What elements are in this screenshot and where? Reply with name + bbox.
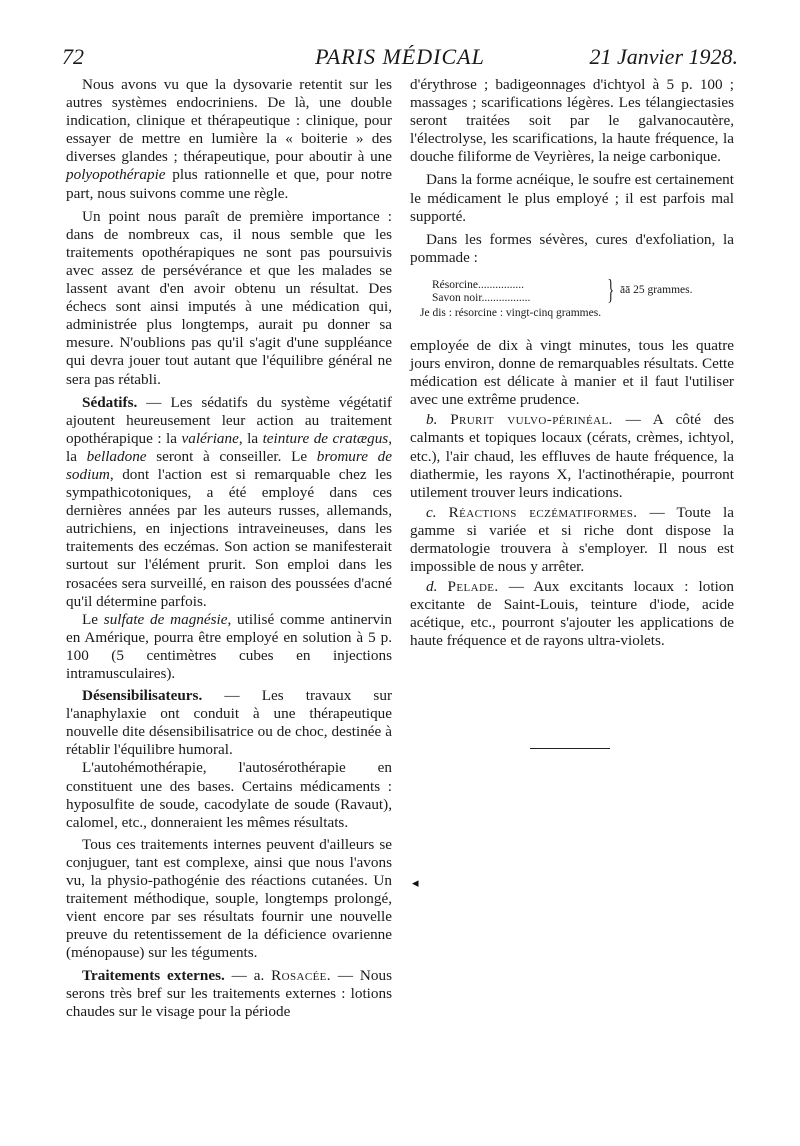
brace-glyph: } (607, 274, 615, 306)
section-end-rule (530, 748, 610, 749)
text-run: — Nous serons très bref sur les traitements externes : lotions chaudes sur le visage pour la période (66, 966, 392, 1020)
right-column (410, 76, 734, 651)
paragraph-prurit (410, 411, 734, 501)
paragraph-traitements-internes: Tous ces traitements internes peuvent d'ailleurs se conjuguer, tant est complexe, ainsi que nous l'avons vu, la physio-pathogénie des réactions cutanées. Un traitement méthodique, souple, longtemps prolongé, vient encore par ses résultats fournir une nouvelle preuve du retentissement de la déficience ovarienne (ménopause) sur les téguments. (66, 835, 392, 962)
italic-term: sulfate de magnésie (103, 610, 228, 628)
subsection-label: Réactions eczématiformes. (448, 503, 638, 521)
journal-title: PARIS MÉDICAL (315, 44, 485, 69)
paragraph-desensibilisateurs (66, 687, 392, 759)
text-run: — A côté des calmants et topiques locaux (cérats, crèmes, ichtyol, etc.), l'air chaud, les effluves de haute fréquence, la diathermie, les rayons X, l'actinothérapie, pourront utilement trouver leurs indications. (410, 411, 735, 501)
paragraph-formes-severes: Dans les formes sévères, cures d'exfoliation, la pommade : (410, 230, 734, 266)
text-run: , la (66, 429, 393, 465)
prescription-formula (420, 274, 734, 323)
paragraph-persistence: Un point nous paraît de première importance : dans de nombreux cas, il nous semble que les traitements opothérapiques ne sont pas poursuivis avec assez de persévérance et que les malades se lassent avant d'en avoir obtenu un résultat. Des échecs sont ainsi imputés à une médication qui, administrée plus longtemps, aurait pu donner sa mesure. N'oublions pas qu'il s'agit d'une suppléance qui devra jouer tout autant que l'équilibre général ne sera pas rétabli. (66, 207, 392, 388)
page-number: 72 (62, 44, 84, 69)
text-run: , utilisé comme antinervin en Amérique, pourra être employé en solution à 5 p. 100 (5 centimètres cubes en injections intramusculaires). (66, 610, 392, 682)
section-heading: Traitements externes. (82, 966, 225, 984)
paragraph-sulfate (66, 611, 392, 683)
text-run: — Aux excitants locaux : lotion excitante de Saint-Louis, teinture d'iode, acide acétique, etc., pourront s'ajouter les applications de haute fréquence et de rayons ultra-violets. (410, 578, 734, 650)
paragraph-autohemotherapie: L'autohémothérapie, l'autosérothérapie en constituent une des bases. Certains médicaments : hyposulfite de soude, cacodylate de soude (Ravaut), calomel, etc., donneraient les mêmes résultats. (66, 759, 392, 831)
italic-term: belladone (86, 447, 147, 465)
stray-print-mark: ◂ (412, 876, 419, 891)
italic-term: polyopothérapie (66, 166, 166, 184)
formula-quantity: āā 25 grammes. (620, 283, 693, 296)
text-run: Le (82, 610, 104, 628)
italic-term: bromure de sodium (66, 447, 392, 483)
subsection-label: Rosacée. (271, 966, 332, 984)
section-heading: Sédatifs. (82, 393, 138, 411)
text-run: , dont l'action est si remarquable chez les sympathicotoniques, a été employé dans ces dernières années par les auteurs russes, allemands, autrichiens, en injections intraveineuses, dans les traitements des eczémas. Son action se manifesterait surtout sur l'élément prurit. Son emploi dans les rosacées sera surveillé, en raison des poussées d'acné qu'il détermine parfois. (66, 465, 392, 610)
item-letter: b. (426, 411, 451, 429)
paragraph-employee: employée de dix à vingt minutes, tous les quatre jours environ, donne de remarquables résultats. Cette médication est délicate à manier et il faut l'utiliser avec une extrême prudence. (410, 336, 734, 409)
paragraph-traitements-externes (66, 967, 392, 1021)
text-run: seront à conseiller. Le (146, 447, 317, 465)
running-header (62, 44, 738, 74)
italic-term: valériane (181, 429, 239, 447)
formula-line-resorcine: Résorcine................ (432, 278, 524, 291)
item-letter: d. (426, 578, 448, 596)
text-run: Nous avons vu que la dysovarie retentit sur les autres systèmes endocriniens. De là, une double indication, clinique et thérapeutique : clinique, pour essayer de mettre en lumière la « boiterie » des diverses glandes ; thérapeutique, pour aboutir à une (66, 76, 392, 166)
left-column (66, 76, 392, 1021)
text-run: , la (238, 429, 263, 447)
text-run: — Toute la gamme si variée et si riche dont dispose la dermatologie trouvera à s'employer. Il nous est impossible de nous y arrêter. (410, 503, 734, 576)
section-heading: Désensibilisateurs. (82, 687, 203, 705)
paragraph-acneique: Dans la forme acnéique, le soufre est certainement le médicament le plus employé ; il est parfois mal supporté. (410, 171, 734, 225)
subsection-label: Pelade. (447, 578, 499, 596)
paragraph-pelade (410, 578, 734, 650)
subsection-label: Prurit vulvo-périnéal. (450, 411, 613, 429)
text-run: — Les travaux sur l'anaphylaxie ont conduit à une thérapeutique nouvelle dite désensibilisatrice ou de choc, destinée à rétablir l'équilibre humoral. (66, 687, 392, 759)
issue-date: 21 Janvier 1928. (589, 44, 738, 69)
paragraph-reactions (410, 504, 734, 576)
paragraph-dysovarie (66, 76, 392, 203)
paragraph-erythrose: d'érythrose ; badigeonnages d'ichtyol à 5 p. 100 ; massages ; scarifications légères. Les télangiectasies seront traitées soit par le galvanocautère, l'électrolyse, les scarifications, la haute fréquence, la douche filiforme de Veyrières, la neige carbonique. (410, 76, 734, 166)
paragraph-sedatifs (66, 394, 392, 611)
formula-note: Je dis : résorcine : vingt-cinq grammes. (420, 306, 602, 319)
italic-term: teinture de cratægus (262, 429, 389, 447)
text-run: — a. (224, 966, 272, 984)
text-run: plus rationnelle et que, pour notre part, nous suivons comme une règle. (66, 166, 392, 202)
item-letter: c. (426, 503, 449, 521)
text-run: — Les sédatifs du système végétatif ajoutent heureusement leur action au traitement opothérapique : la (66, 393, 392, 447)
formula-line-savon: Savon noir................. (432, 291, 531, 304)
